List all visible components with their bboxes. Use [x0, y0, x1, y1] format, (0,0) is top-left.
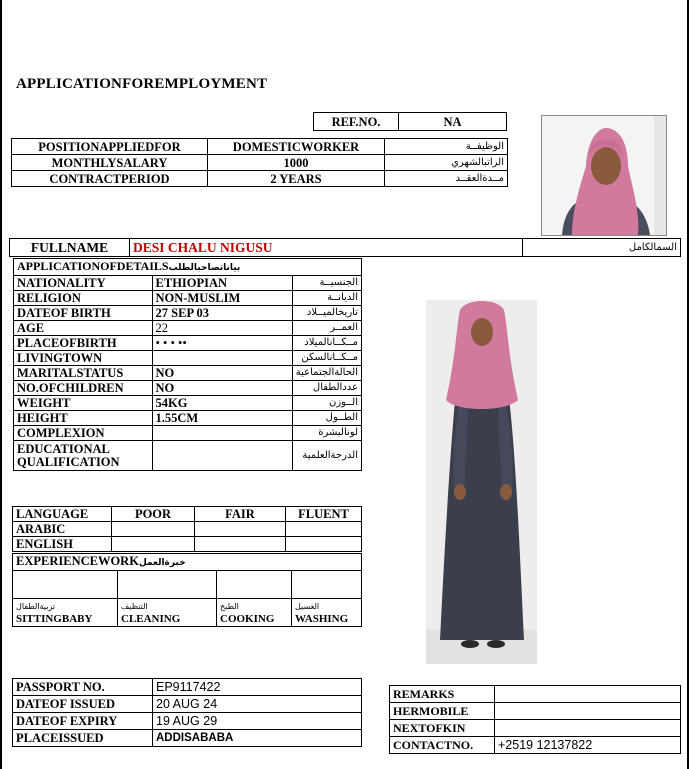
details-header-row	[14, 259, 362, 276]
maritalstatus-value: NO	[152, 366, 292, 381]
placeofbirth-label: PLACEOFBIRTH	[14, 336, 153, 351]
livingtown-label: LIVINGTOWN	[14, 351, 153, 366]
education-label-ar: الدرجةالعلمية	[292, 441, 361, 471]
skill-cooking-label: COOKING	[220, 612, 275, 625]
skill-washing	[292, 599, 362, 627]
table-row	[14, 306, 362, 321]
age-label-ar: العمــر	[292, 321, 361, 336]
table-row	[390, 686, 681, 703]
language-header-row	[13, 507, 362, 522]
experience-table	[12, 553, 362, 627]
details-table	[13, 258, 362, 471]
table-row	[13, 537, 362, 552]
skill-washing-ar: الغسيل	[295, 601, 320, 611]
complexion-value	[152, 426, 292, 441]
full-body-photo	[426, 300, 537, 664]
english-fluent-cell	[286, 537, 362, 552]
skill-cleaning-ar: التنظيف	[121, 601, 148, 611]
livingtown-value	[152, 351, 292, 366]
salary-value: 1000	[208, 155, 385, 171]
nationality-value: ETHIOPIAN	[152, 276, 292, 291]
skills-row	[13, 599, 362, 627]
portrait-photo	[541, 115, 667, 236]
table-row	[12, 139, 508, 155]
language-english: ENGLISH	[13, 537, 112, 552]
details-header-label-ar: بياناتصاحبالطلب	[168, 263, 241, 273]
ref-table	[313, 112, 507, 131]
placeofbirth-label-ar: مــكــانالميلاد	[292, 336, 361, 351]
remarks-value	[495, 686, 681, 703]
table-row	[14, 321, 362, 336]
place-issued-value: ADDISABABA	[153, 730, 362, 747]
place-issued-label: PLACEISSUED	[13, 730, 153, 747]
contact-no-label: CONTACTNO.	[390, 737, 495, 754]
form-title: APPLICATIONFOREMPLOYMENT	[16, 76, 268, 92]
table-row	[390, 703, 681, 720]
remarks-label: REMARKS	[390, 686, 495, 703]
contract-value: 2 YEARS	[208, 171, 385, 187]
position-value: DOMESTICWORKER	[208, 139, 385, 155]
dateof-birth-label: DATEOF BIRTH	[14, 306, 153, 321]
poor-col-header: POOR	[112, 507, 195, 522]
passport-no-label: PASSPORT NO.	[13, 679, 153, 696]
remarks-table	[389, 685, 681, 754]
date-issued-label: DATEOF ISSUED	[13, 696, 153, 713]
table-row	[14, 396, 362, 411]
experience-header-label-ar: خبرةالعمل	[138, 558, 186, 568]
details-header	[14, 259, 362, 276]
table-row	[14, 441, 362, 471]
skill-cleaning-label: CLEANING	[121, 612, 181, 625]
complexion-label-ar: لونالبشرة	[292, 426, 361, 441]
table-row	[13, 713, 362, 730]
education-label-line1: EDUCATIONAL	[17, 441, 110, 456]
religion-label: RELIGION	[14, 291, 153, 306]
religion-label-ar: الديانــة	[292, 291, 361, 306]
nationality-label-ar: الجنسيــة	[292, 276, 361, 291]
contract-label: CONTRACTPERIOD	[12, 171, 208, 187]
complexion-label: COMPLEXION	[14, 426, 153, 441]
table-row	[14, 426, 362, 441]
dateof-birth-value: 27 SEP 03	[152, 306, 292, 321]
table-row	[390, 737, 681, 754]
fullname-label: FULLNAME	[10, 239, 130, 257]
language-arabic: ARABIC	[13, 522, 112, 537]
page-left-border	[0, 0, 2, 769]
ref-value: NA	[399, 113, 507, 131]
salary-label: MONTHLYSALARY	[12, 155, 208, 171]
salary-label-ar: الراتبالشهري	[385, 155, 508, 171]
position-label-ar: الوظيفــة	[385, 139, 508, 155]
height-label-ar: الطــول	[292, 411, 361, 426]
details-header-label: APPLICATIONOFDETAILS	[17, 259, 169, 273]
skill-sitting-baby-ar: تربيةالطفال	[16, 601, 56, 611]
no-ofchildren-value: NO	[152, 381, 292, 396]
experience-cell	[13, 571, 118, 599]
experience-cell	[217, 571, 292, 599]
table-row	[12, 155, 508, 171]
position-label: POSITIONAPPLIEDFOR	[12, 139, 208, 155]
contact-no-value: +2519 12137822	[495, 737, 681, 754]
no-ofchildren-label-ar: عددالطفال	[292, 381, 361, 396]
experience-blank-row	[13, 571, 362, 599]
arabic-poor-cell	[112, 522, 195, 537]
fullname-table	[9, 238, 681, 257]
table-row	[12, 171, 508, 187]
experience-cell	[292, 571, 362, 599]
english-poor-cell	[112, 537, 195, 552]
contract-label-ar: مــدةالعقــد	[385, 171, 508, 187]
height-label: HEIGHT	[14, 411, 153, 426]
ref-label: REF.NO.	[314, 113, 399, 131]
position-table	[11, 138, 508, 187]
table-row	[13, 679, 362, 696]
fair-col-header: FAIR	[195, 507, 286, 522]
table-row	[14, 351, 362, 366]
skill-sitting-baby-label: SITTINGBABY	[16, 612, 93, 625]
table-row	[390, 720, 681, 737]
maritalstatus-label-ar: الحالةالجتماعية	[292, 366, 361, 381]
table-row	[14, 276, 362, 291]
table-row	[14, 291, 362, 306]
table-row	[14, 366, 362, 381]
weight-label: WEIGHT	[14, 396, 153, 411]
date-expiry-label: DATEOF EXPIRY	[13, 713, 153, 730]
placeofbirth-value: • • • ••	[152, 336, 292, 351]
skill-cooking-ar: الطبخ	[220, 601, 239, 611]
education-label-line2: QUALIFICATION	[17, 454, 120, 469]
table-row	[13, 696, 362, 713]
arabic-fair-cell	[195, 522, 286, 537]
fullname-value: DESI CHALU NIGUSU	[130, 239, 523, 257]
religion-value: NON-MUSLIM	[152, 291, 292, 306]
skill-washing-label: WASHING	[295, 612, 349, 625]
weight-label-ar: الــوزن	[292, 396, 361, 411]
livingtown-label-ar: مــكــانالسكن	[292, 351, 361, 366]
table-row	[14, 411, 362, 426]
english-fair-cell	[195, 537, 286, 552]
experience-header-label: EXPERIENCEWORK	[16, 554, 139, 568]
table-row	[14, 336, 362, 351]
nationality-label: NATIONALITY	[14, 276, 153, 291]
her-mobile-label: HERMOBILE	[390, 703, 495, 720]
education-label	[14, 441, 153, 471]
table-row	[14, 381, 362, 396]
skill-cooking	[217, 599, 292, 627]
table-row	[13, 730, 362, 747]
education-value	[152, 441, 292, 471]
fullname-label-ar: السمالكامل	[523, 239, 681, 257]
table-row	[13, 522, 362, 537]
no-ofchildren-label: NO.OFCHILDREN	[14, 381, 153, 396]
date-expiry-value: 19 AUG 29	[153, 713, 362, 730]
passport-no-value: EP9117422	[153, 679, 362, 696]
age-value: 22	[152, 321, 292, 336]
next-of-kin-value	[495, 720, 681, 737]
date-issued-value: 20 AUG 24	[153, 696, 362, 713]
fluent-col-header: FLUENT	[286, 507, 362, 522]
skill-sitting-baby	[13, 599, 118, 627]
arabic-fluent-cell	[286, 522, 362, 537]
experience-header	[13, 554, 362, 571]
her-mobile-value	[495, 703, 681, 720]
weight-value: 54KG	[152, 396, 292, 411]
language-table	[12, 506, 362, 552]
next-of-kin-label: NEXTOFKIN	[390, 720, 495, 737]
dateof-birth-label-ar: تاريخالميــلاد	[292, 306, 361, 321]
age-label: AGE	[14, 321, 153, 336]
height-value: 1.55CM	[152, 411, 292, 426]
language-col-header: LANGUAGE	[13, 507, 112, 522]
maritalstatus-label: MARITALSTATUS	[14, 366, 153, 381]
passport-table	[12, 678, 362, 747]
skill-cleaning	[118, 599, 217, 627]
experience-cell	[118, 571, 217, 599]
experience-header-row	[13, 554, 362, 571]
